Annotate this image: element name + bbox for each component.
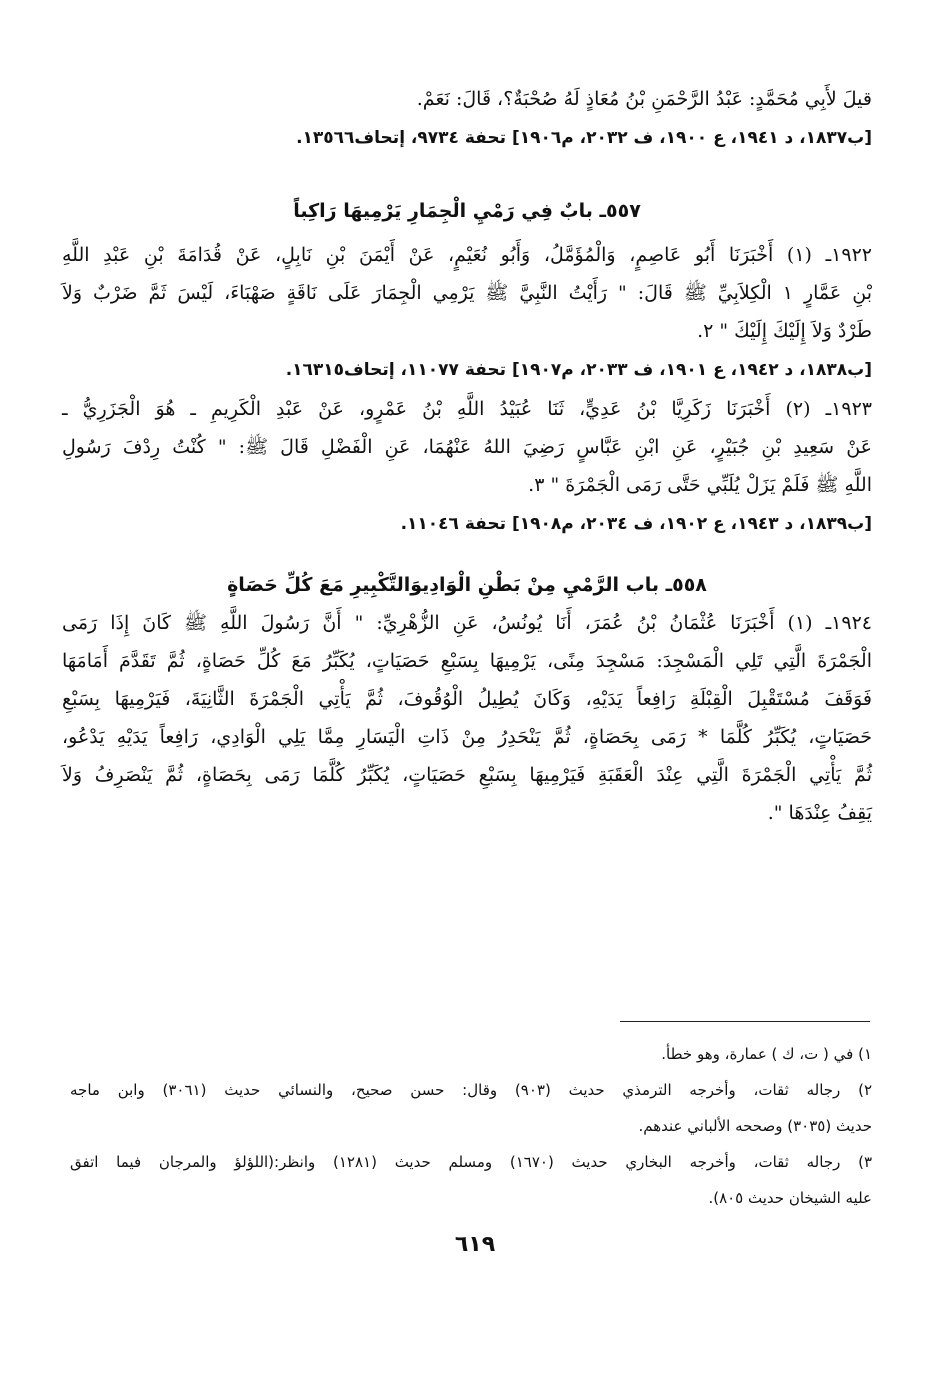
hadith-1923-reference: [ب١٨٣٩، د ١٩٤٣، ع ١٩٠٢، ف ٢٠٣٤، م١٩٠٨] تحفة ١١٠٤٦. [400,514,872,534]
page-number: ٦١٩ [454,1232,496,1257]
footnote-3-line: ٣) رجاله ثقات، وأخرجه البخاري حديث (١٦٧٠) ومسلم حديث (١٢٨١) وانظر:(اللؤلؤ والمرجان فيما اتفق [70,1153,873,1171]
hadith-1922-line: ١٩٢٢ـ (١) أَخْبَرَنَا أَبُو عَاصِمٍ، وَالْمُؤَمَّلُ، وَأَبُو نُعَيْمٍ، عَنْ أَيْمَنَ بْنِ نَابِلٍ، عَنْ قُدَامَةَ بْنِ عَبْدِ اللَّهِ [62,244,872,266]
intro-reference: [ب١٨٣٧، د ١٩٤١، ع ١٩٠٠، ف ٢٠٣٢، م١٩٠٦] تحفة ٩٧٣٤، إتحاف١٣٥٦٦. [296,128,872,148]
hadith-1924-line: ١٩٢٤ـ (١) أَخْبَرَنَا عُثْمَانُ بْنُ عُمَرَ، أَنَا يُونُسُ، عَنِ الزُّهْرِيِّ: " أَنَّ رَسُولَ اللَّهِ ﷺ كَانَ إِذَا رَمَى [62,612,872,634]
hadith-1924-line: يَقِفُ عِنْدَهَا ". [767,802,872,824]
footnote-3-line: عليه الشيخان حديث ٨٠٥). [708,1189,872,1207]
footnote-1: ١) في ( ت، ك ) عمارة، وهو خطأ. [661,1045,872,1063]
footnote-2-line: حديث (٣٠٣٥) وصححه الألباني عندهم. [638,1117,872,1135]
hadith-1922-line: طَرْدٌ وَلاَ إِلَيْكَ إِلَيْكَ " ٢. [697,320,872,342]
hadith-1922-reference: [ب١٨٣٨، د ١٩٤٢، ع ١٩٠١، ف ٢٠٣٣، م١٩٠٧] تحفة ١١٠٧٧، إتحاف١٦٣١٥. [285,360,872,380]
footnote-divider [620,1021,870,1022]
footnotes [70,1036,872,1216]
hadith-1923-line: ١٩٢٣ـ (٢) أَخْبَرَنَا زَكَرِيَّا بْنُ عَدِيٍّ، ثَنَا عُبَيْدُ اللَّهِ بْنُ عَمْرٍو، عَنْ عَبْدِ الْكَرِيمِ ـ هُوَ الْجَزَرِيُّ ـ [62,398,872,420]
section-557-heading: ٥٥٧ـ بابٌ فِي رَمْيِ الْجِمَارِ يَرْمِيهَا رَاكِباً [293,200,641,222]
hadith-1924-line: حَصَيَاتٍ، يُكَبِّرُ كُلَّمَا * رَمَى بِحَصَاةٍ، ثُمَّ يَنْحَدِرُ مِنْ ذَاتِ الْيَسَارِ مِمَّا يَلِي الْوَادِي، رَافِعاً يَدَيْهِ يَدْعُو، [62,726,872,748]
hadith-1923-line: اللَّهِ ﷺ فَلَمْ يَزَلْ يُلَبِّي حَتَّى رَمَى الْجَمْرَةَ " ٣. [528,474,872,496]
hadith-1922-line: بْنِ عَمَّارٍ ١ الْكِلاَبِيِّ ﷺ قَالَ: " رَأَيْتُ النَّبِيَّ ﷺ يَرْمِي الْجِمَارَ عَلَى نَاقَةٍ صَهْبَاءَ، لَيْسَ ثَمَّ ضَرْبٌ وَلاَ [62,282,872,304]
intro-text: قيلَ لأَبِي مُحَمَّدٍ: عَبْدُ الرَّحْمَنِ بْنُ مُعَاذٍ لَهُ صُحْبَةٌ؟، قَالَ: نَعَمْ. [416,88,872,110]
section-558-heading: ٥٥٨ـ باب الرَّمْيِ مِنْ بَطْنِ الْوَادِيوَالتَّكْبِيرِ مَعَ كُلِّ حَصَاةٍ [227,574,707,596]
hadith-1924-line: الْجَمْرَةَ الَّتِي تَلِي الْمَسْجِدَ: مَسْجِدَ مِنًى، يَرْمِيهَا بِسَبْعِ حَصَيَاتٍ، يُكَبِّرُ مَعَ كُلِّ حَصَاةٍ، ثُمَّ تَقَدَّمَ أَمَامَهَا [62,650,872,672]
page-body [62,80,872,832]
footnote-2-line: ٢) رجاله ثقات، وأخرجه الترمذي حديث (٩٠٣) وقال: حسن صحيح، والنسائي حديث (٣٠٦١) وابن ماجه [70,1081,872,1099]
hadith-1924-line: فَوَقَفَ مُسْتَقْبِلَ الْقِبْلَةِ رَافِعاً يَدَيْهِ، وَكَانَ يُطِيلُ الْوُقُوفَ، ثُمَّ يَأْتِي الْجَمْرَةَ الثَّانِيَةَ، فَيَرْمِيهَا بِسَبْعِ [62,688,872,710]
hadith-1924-line: ثُمَّ يَأْتِي الْجَمْرَةَ الَّتِي عِنْدَ الْعَقَبَةِ فَيَرْمِيهَا بِسَبْعِ حَصَيَاتٍ، يُكَبِّرُ كُلَّمَا رَمَى بِحَصَاةٍ، ثُمَّ يَنْصَرِفُ وَلاَ [62,764,872,786]
hadith-1923-line: عَنْ سَعِيدِ بْنِ جُبَيْرٍ، عَنِ ابْنِ عَبَّاسٍ رَضِيَ اللهُ عَنْهُمَا، عَنِ الْفَضْلِ قَالَ ﷺ: " كُنْتُ رِدْفَ رَسُولِ [62,436,872,458]
